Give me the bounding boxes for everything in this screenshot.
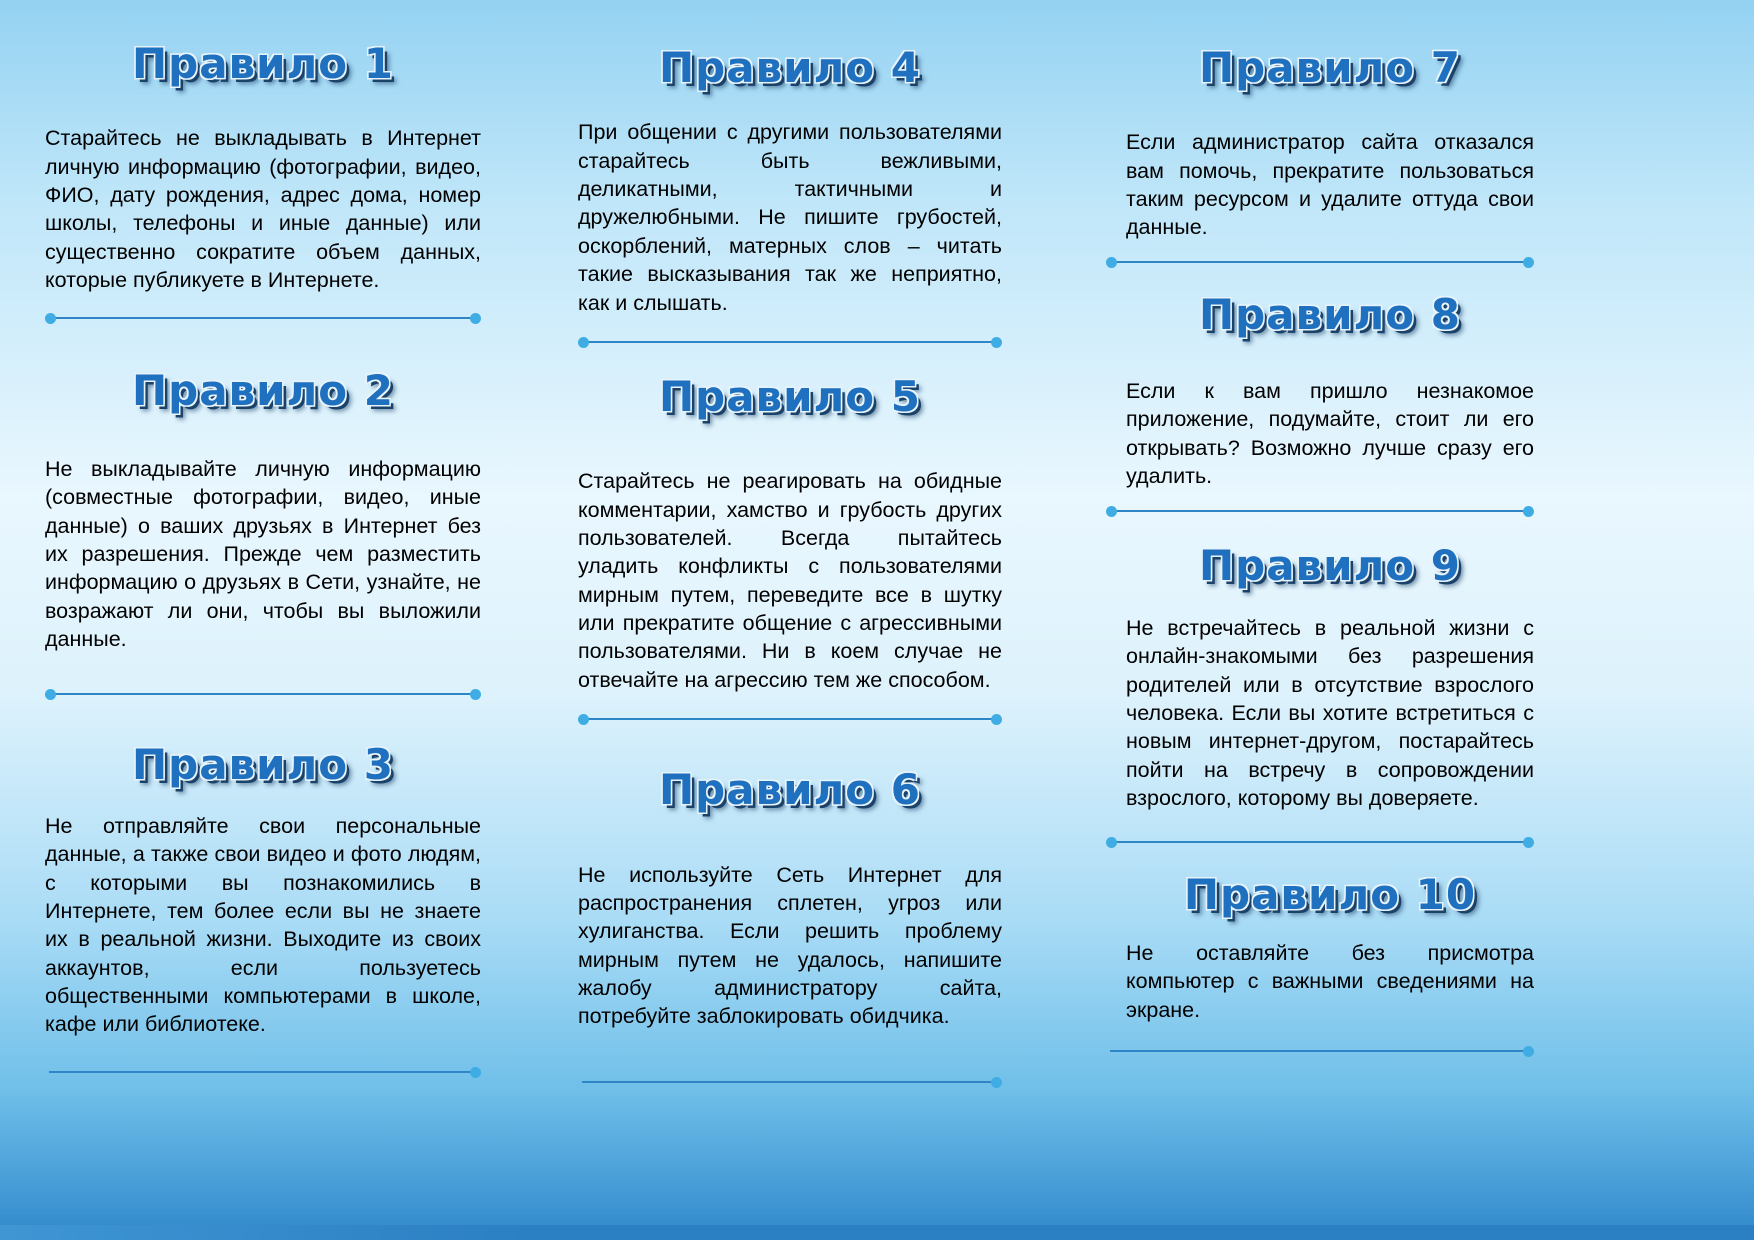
rule-6-section [578, 766, 1002, 1087]
dot-icon [1523, 837, 1534, 848]
rule-7-section [1126, 44, 1534, 267]
rule-1-body: Старайтесь не выкладывать в Интернет личную информацию (фотографии, видео, ФИО, дату рождения, адрес дома, номер школы, телефоны и иные данные) или существенно сократите объем данных, которые публикуете в Интернете. [45, 126, 481, 293]
rule-8-body: Если к вам пришло незнакомое приложение, подумайте, стоит ли его открывать? Возможно лучше сразу его удалить. [1126, 379, 1534, 489]
rule-2-title: Правило 2 [131, 365, 395, 415]
divider-rule [582, 341, 998, 343]
divider-rule [582, 1081, 998, 1083]
rule-7-body: Если администратор сайта отказался вам помочь, прекратите пользоваться таким ресурсом и удалите оттуда свои данные. [1126, 130, 1534, 240]
dot-icon [991, 337, 1002, 348]
rule-6-body: Не используйте Сеть Интернет для распространения сплетен, угроз или хулиганства. Если решить проблему мирным путем не удалось, напишите жалобу администратору сайта, потребуйте заблокировать обидчика. [578, 862, 1002, 1029]
rule-1-section [45, 40, 481, 323]
divider-line [1106, 837, 1534, 847]
divider-line [45, 313, 481, 323]
divider-rule [49, 317, 477, 319]
rule-7-title: Правило 7 [1198, 43, 1462, 92]
rule-2-section [45, 367, 481, 700]
divider-line [578, 714, 1002, 724]
divider-rule [49, 693, 477, 695]
dot-icon [470, 1067, 481, 1078]
rule-9-title: Правило 9 [1198, 540, 1462, 590]
rule-10-title: Правило 10 [1183, 869, 1477, 919]
rule-10-body: Не оставляйте без присмотра компьютер с важными сведениями на экране. [1126, 940, 1534, 1022]
divider-line [578, 1077, 1002, 1087]
dot-icon [1523, 1046, 1534, 1057]
rule-4-title: Правило 4 [658, 43, 922, 92]
rule-3-section [45, 741, 481, 1076]
column-3 [1126, 0, 1534, 1056]
rule-3-title: Правило 3 [131, 740, 395, 790]
dot-icon [1523, 506, 1534, 517]
rule-10-section [1126, 871, 1534, 1056]
divider-line [1106, 257, 1534, 267]
rule-1-title: Правило 1 [131, 39, 395, 88]
dot-icon [45, 689, 56, 700]
column-1 [45, 0, 481, 1077]
divider-line [1106, 1046, 1534, 1056]
rule-5-body: Старайтесь не реагировать на обидные комментарии, хамство и грубость других пользователей. Всегда пытайтесь уладить конфликты с пользователями мирным путем, переведите все в шутку или прекратите общение с агрессивными пользователями. Ни в коем случае не отвечайте на агрессию тем же способом. [578, 469, 1002, 692]
rule-9-section [1126, 542, 1534, 847]
dot-icon [1106, 257, 1117, 268]
rule-4-section [578, 44, 1002, 347]
rule-8-section [1126, 291, 1534, 516]
dot-icon [470, 689, 481, 700]
divider-rule [582, 718, 998, 720]
divider-line [1106, 506, 1534, 516]
rule-5-title: Правило 5 [658, 371, 922, 421]
divider-rule [1110, 510, 1530, 512]
dot-icon [578, 714, 589, 725]
rule-8-title: Правило 8 [1198, 289, 1462, 339]
footer-accent-bar [0, 1225, 1754, 1240]
rule-4-body: При общении с другими пользователями старайтесь быть вежливыми, деликатными, тактичными и дружелюбными. Не пишите грубостей, оскорблений, матерных слов – читать такие высказывания так же неприятно, как и слышать. [578, 120, 1002, 315]
dot-icon [45, 313, 56, 324]
dot-icon [1106, 506, 1117, 517]
dot-icon [578, 337, 589, 348]
divider-line [45, 1067, 481, 1077]
divider-rule [1110, 1050, 1530, 1052]
divider-rule [1110, 261, 1530, 263]
divider-line [578, 337, 1002, 347]
rule-3-body: Не отправляйте свои персональные данные, а также свои видео и фото людям, с которыми вы познакомились в Интернете, тем более если вы не знаете их в реальной жизни. Выходите из своих аккаунтов, если пользуетесь общественными компьютерами в школе, кафе или библиотеке. [45, 813, 481, 1037]
dot-icon [470, 313, 481, 324]
rule-6-title: Правило 6 [658, 765, 922, 815]
column-2 [578, 0, 1002, 1087]
divider-rule [49, 1071, 477, 1073]
rule-5-section [578, 373, 1002, 724]
rule-2-body: Не выкладывайте личную информацию (совместные фотографии, видео, иные данные) о ваших друзьях в Интернет без их разрешения. Прежде чем разместить информацию о друзьях в Сети, узнайте, не возражают ли они, чтобы вы выложили данные. [45, 456, 481, 652]
dot-icon [1523, 257, 1534, 268]
dot-icon [1106, 837, 1117, 848]
dot-icon [991, 1077, 1002, 1088]
dot-icon [991, 714, 1002, 725]
rule-9-body: Не встречайтесь в реальной жизни с онлайн-знакомыми без разрешения родителей или в отсутствие взрослого человека. Если вы хотите встретиться с новым интернет-другом, постарайтесь пойти на встречу в сопровождении взрослого, которому вы доверяете. [1126, 615, 1534, 811]
divider-line [45, 689, 481, 699]
divider-rule [1110, 841, 1530, 843]
